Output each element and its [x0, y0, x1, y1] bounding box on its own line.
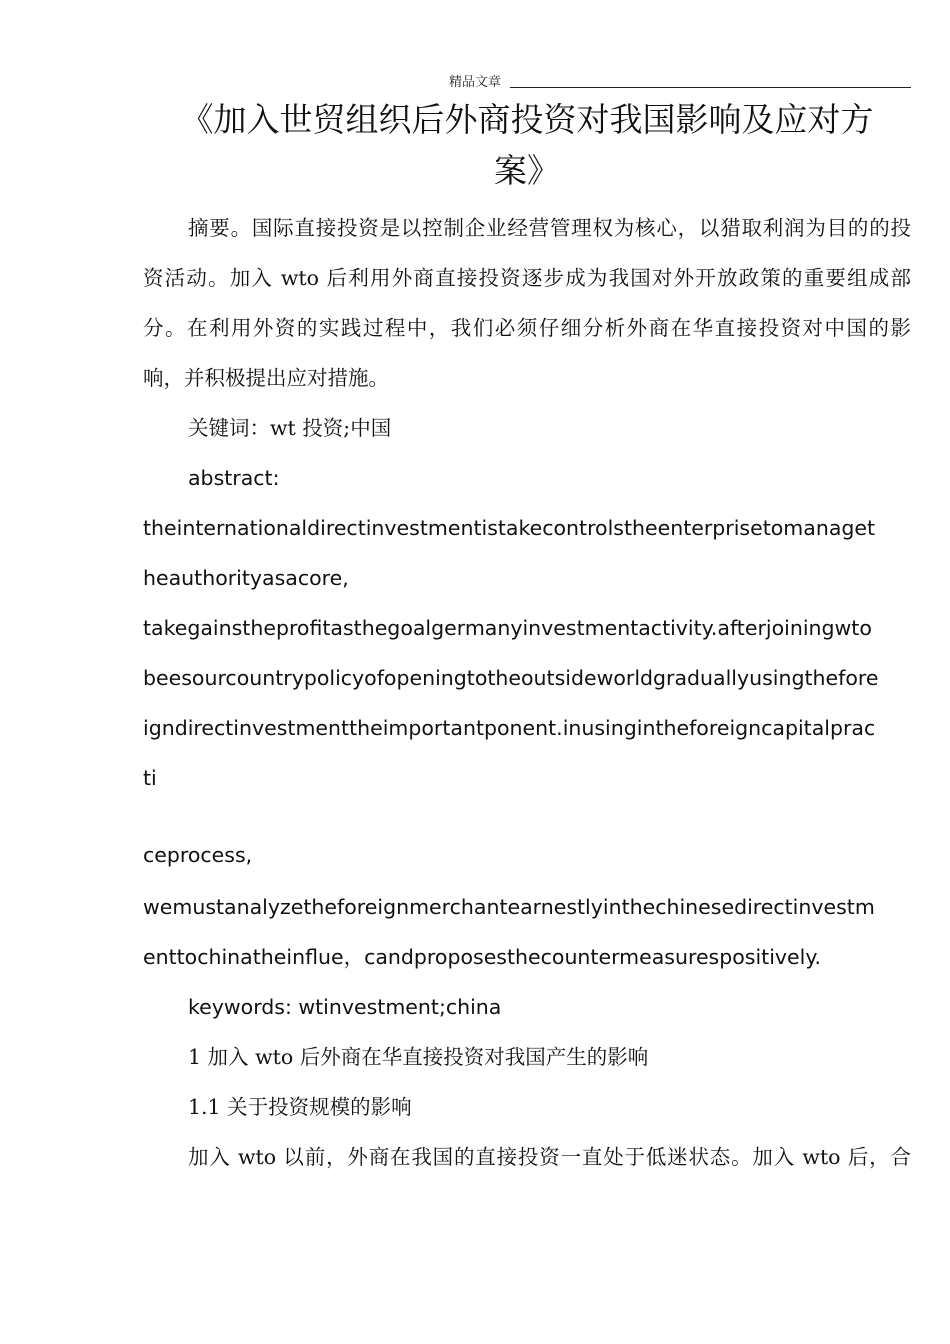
- abstract-zh-line-4: 响，并积极提出应对措施。: [143, 366, 389, 390]
- subsection-heading: 1.1 关于投资规模的影响: [188, 1095, 412, 1119]
- abstract-en-line-8: wemustanalyzetheforeignmerchantearnestlyinthechinesedirectinvestm: [143, 895, 875, 919]
- abstract-zh-line-2: 资活动。加入 wto 后利用外商直接投资逐步成为我国对外开放政策的重要组成部: [143, 266, 911, 290]
- abstract-zh-line-3: 分。在利用外资的实践过程中，我们必须仔细分析外商在华直接投资对中国的影: [143, 316, 911, 340]
- header-rule: [510, 87, 911, 88]
- abstract-en-line-1: theinternationaldirectinvestmentistakecontrolstheenterprisetomanaget: [143, 516, 876, 540]
- abstract-zh-line-1: 摘要。国际直接投资是以控制企业经营管理权为核心，以猎取利润为目的的投: [188, 216, 911, 240]
- section-heading: 1 加入 wto 后外商在华直接投资对我国产生的影响: [188, 1045, 649, 1069]
- abstract-en-line-7: ceprocess,: [143, 843, 253, 867]
- header-label: 精品文章: [448, 75, 501, 90]
- abstract-en-line-3: takegainstheprofitasthegoalgermanyinvestmentactivity.afterjoiningwto: [143, 616, 872, 640]
- abstract-en-line-6: ti: [143, 766, 157, 790]
- section-body-line-1: 加入 wto 以前，外商在我国的直接投资一直处于低迷状态。加入 wto 后，合: [188, 1145, 911, 1169]
- abstract-en-line-5: igndirectinvestmenttheimportantponent.inusingintheforeigncapitalprac: [143, 716, 876, 740]
- abstract-en-line-4: beesourcountrypolicyofopeningtotheoutsideworldgraduallyusingthefore: [143, 666, 879, 690]
- abstract-en-line-2: heauthorityasacore,: [143, 566, 349, 590]
- keywords-chinese: 关键词：wt 投资;中国: [188, 416, 392, 440]
- abstract-en-line-9: enttochinatheinflue，candproposesthecountermeasurespositively.: [143, 945, 822, 969]
- keywords-english: keywords: wtinvestment;china: [188, 995, 502, 1019]
- title-line-2: 案》: [494, 151, 560, 190]
- abstract-en-label: abstract:: [188, 466, 280, 490]
- title-line-1: 《加入世贸组织后外商投资对我国影响及应对方: [180, 100, 874, 139]
